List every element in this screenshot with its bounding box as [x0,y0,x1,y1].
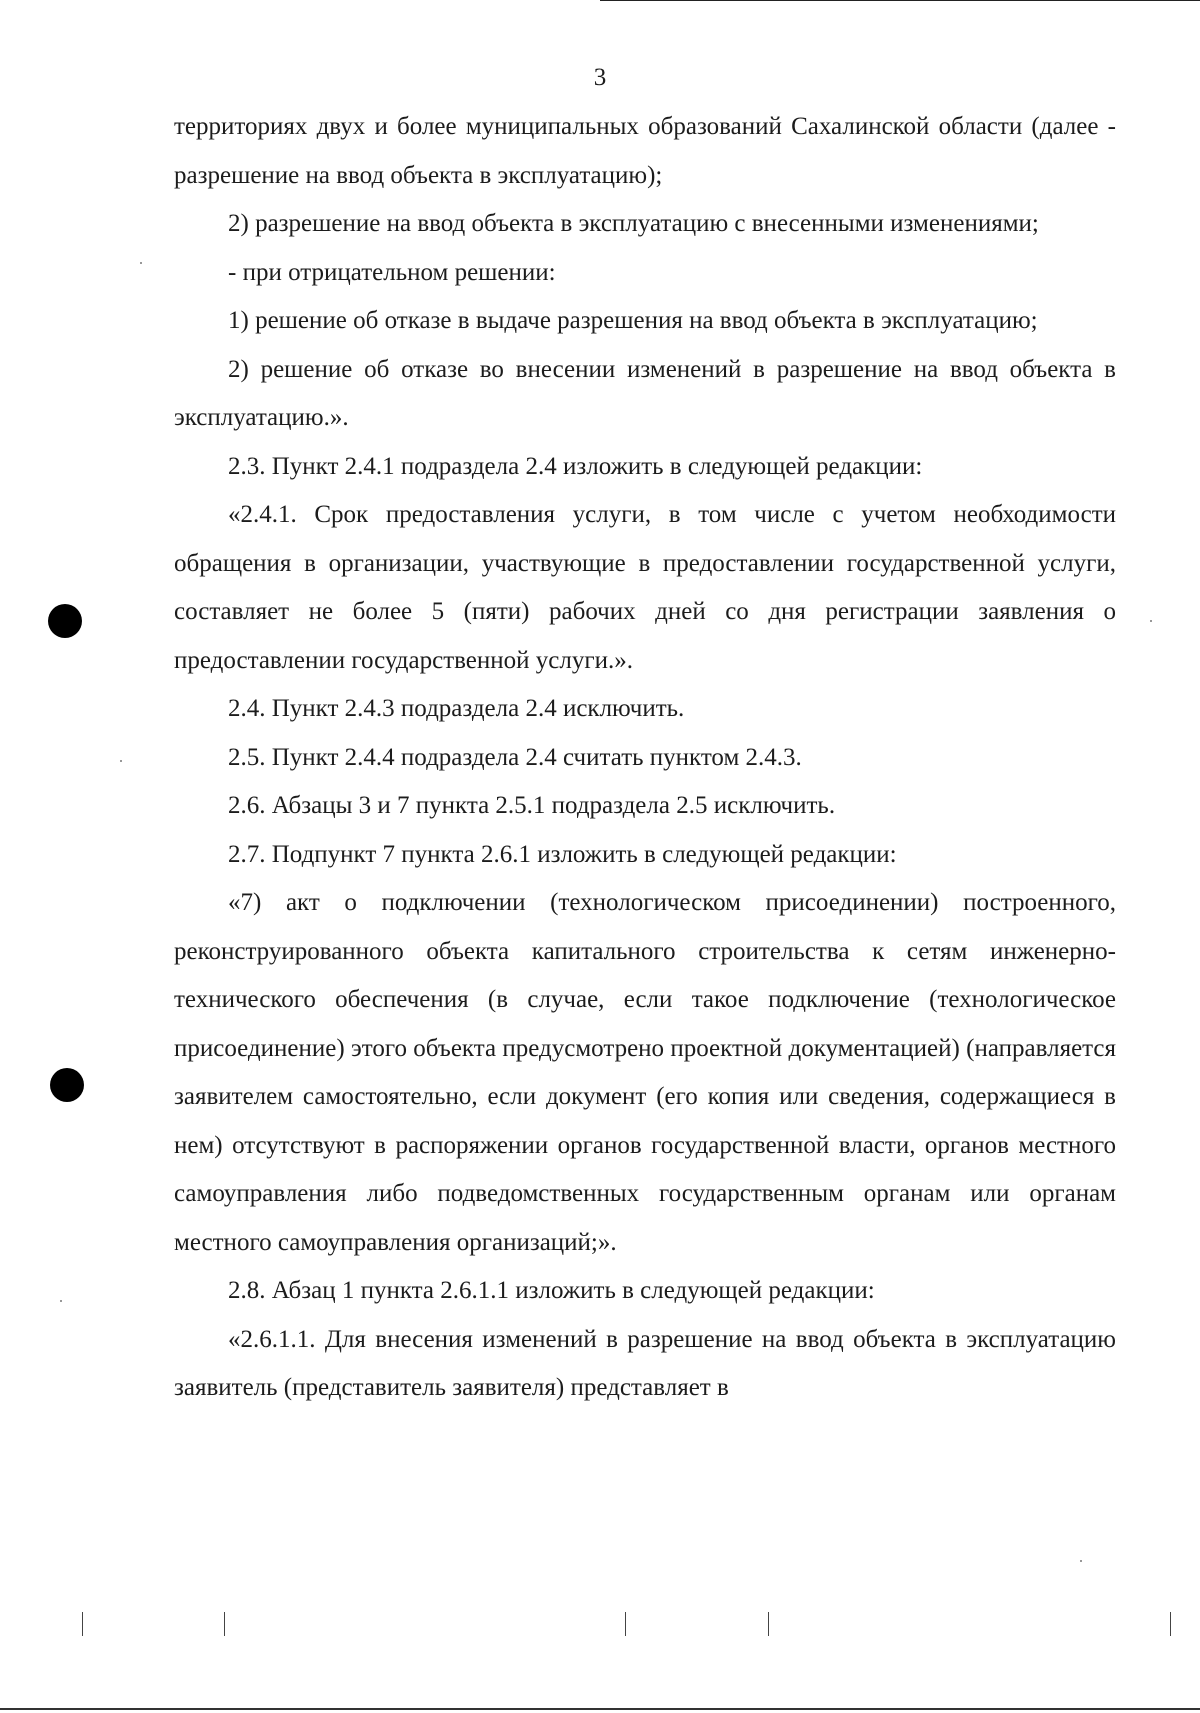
paragraph: 2.6. Абзацы 3 и 7 пункта 2.5.1 подраздела 2.5 исключить. [228,792,836,819]
scan-artifact-mark [625,1612,626,1636]
paragraph: 2.3. Пункт 2.4.1 подраздела 2.4 изложить в следующей редакции: [228,452,923,480]
scan-edge-bottom [0,1708,1200,1710]
page-number: 3 [593,64,607,91]
paragraph: 2.8. Абзац 1 пункта 2.6.1.1 изложить в следующей редакции: [228,1277,875,1304]
paragraph: - при отрицательном решении: [228,258,556,286]
paragraph: 2.5. Пункт 2.4.4 подраздела 2.4 считать пунктом 2.4.3. [228,743,802,771]
scan-artifact-mark [82,1612,83,1636]
binder-hole-top [48,604,82,638]
scan-speck [1150,620,1152,622]
paragraph: территориях двух и более муниципальных образований Сахалинской области (далее - разрешение на ввод объекта в эксплуатацию); [174,113,1116,189]
document-body [174,103,1116,1413]
scan-artifact-mark [1170,1612,1171,1636]
paragraph: 2) решение об отказе во внесении изменений в разрешение на ввод объекта в эксплуатацию.». [174,355,1116,431]
scan-edge-top [600,0,1200,1]
paragraph: 2.7. Подпункт 7 пункта 2.6.1 изложить в следующей редакции: [228,840,897,868]
scan-artifact-mark [224,1612,225,1636]
paragraph: 1) решение об отказе в выдаче разрешения на ввод объекта в эксплуатацию; [228,307,1038,334]
binder-hole-bottom [50,1068,84,1102]
paragraph: 2) разрешение на ввод объекта в эксплуатацию с внесенными изменениями; [228,210,1039,237]
paragraph: «2.4.1. Срок предоставления услуги, в том числе с учетом необходимости обращения в организации, участвующие в предоставлении государственной услуги, составляет не более 5 (пяти) рабочих дней со дня регистрации заявления о предоставлении государственной услуги.». [174,501,1116,674]
scan-speck [120,760,122,762]
scan-artifact-mark [768,1612,769,1636]
scan-speck [1080,1560,1082,1562]
paragraph: 2.4. Пункт 2.4.3 подраздела 2.4 исключить. [228,695,685,722]
paragraph: «7) акт о подключении (технологическом присоединении) построенного, реконструированного объекта капитального строительства к сетям инженерно-технического обеспечения (в случае, если такое подключение (технологическое присоединение) этого объекта предусмотрено проектной документацией) (направляется заявителем самостоятельно, если документ (его копия или сведения, содержащиеся в нем) отсутствуют в распоряжении органов государственной власти, органов местного самоуправления либо подведомственных государственным органам или органам местного самоуправления организаций;». [174,889,1116,1256]
scan-speck [140,262,142,264]
scan-speck [60,1300,62,1302]
paragraph: «2.6.1.1. Для внесения изменений в разрешение на ввод объекта в эксплуатацию заявитель (представитель заявителя) представляет в [174,1325,1116,1401]
